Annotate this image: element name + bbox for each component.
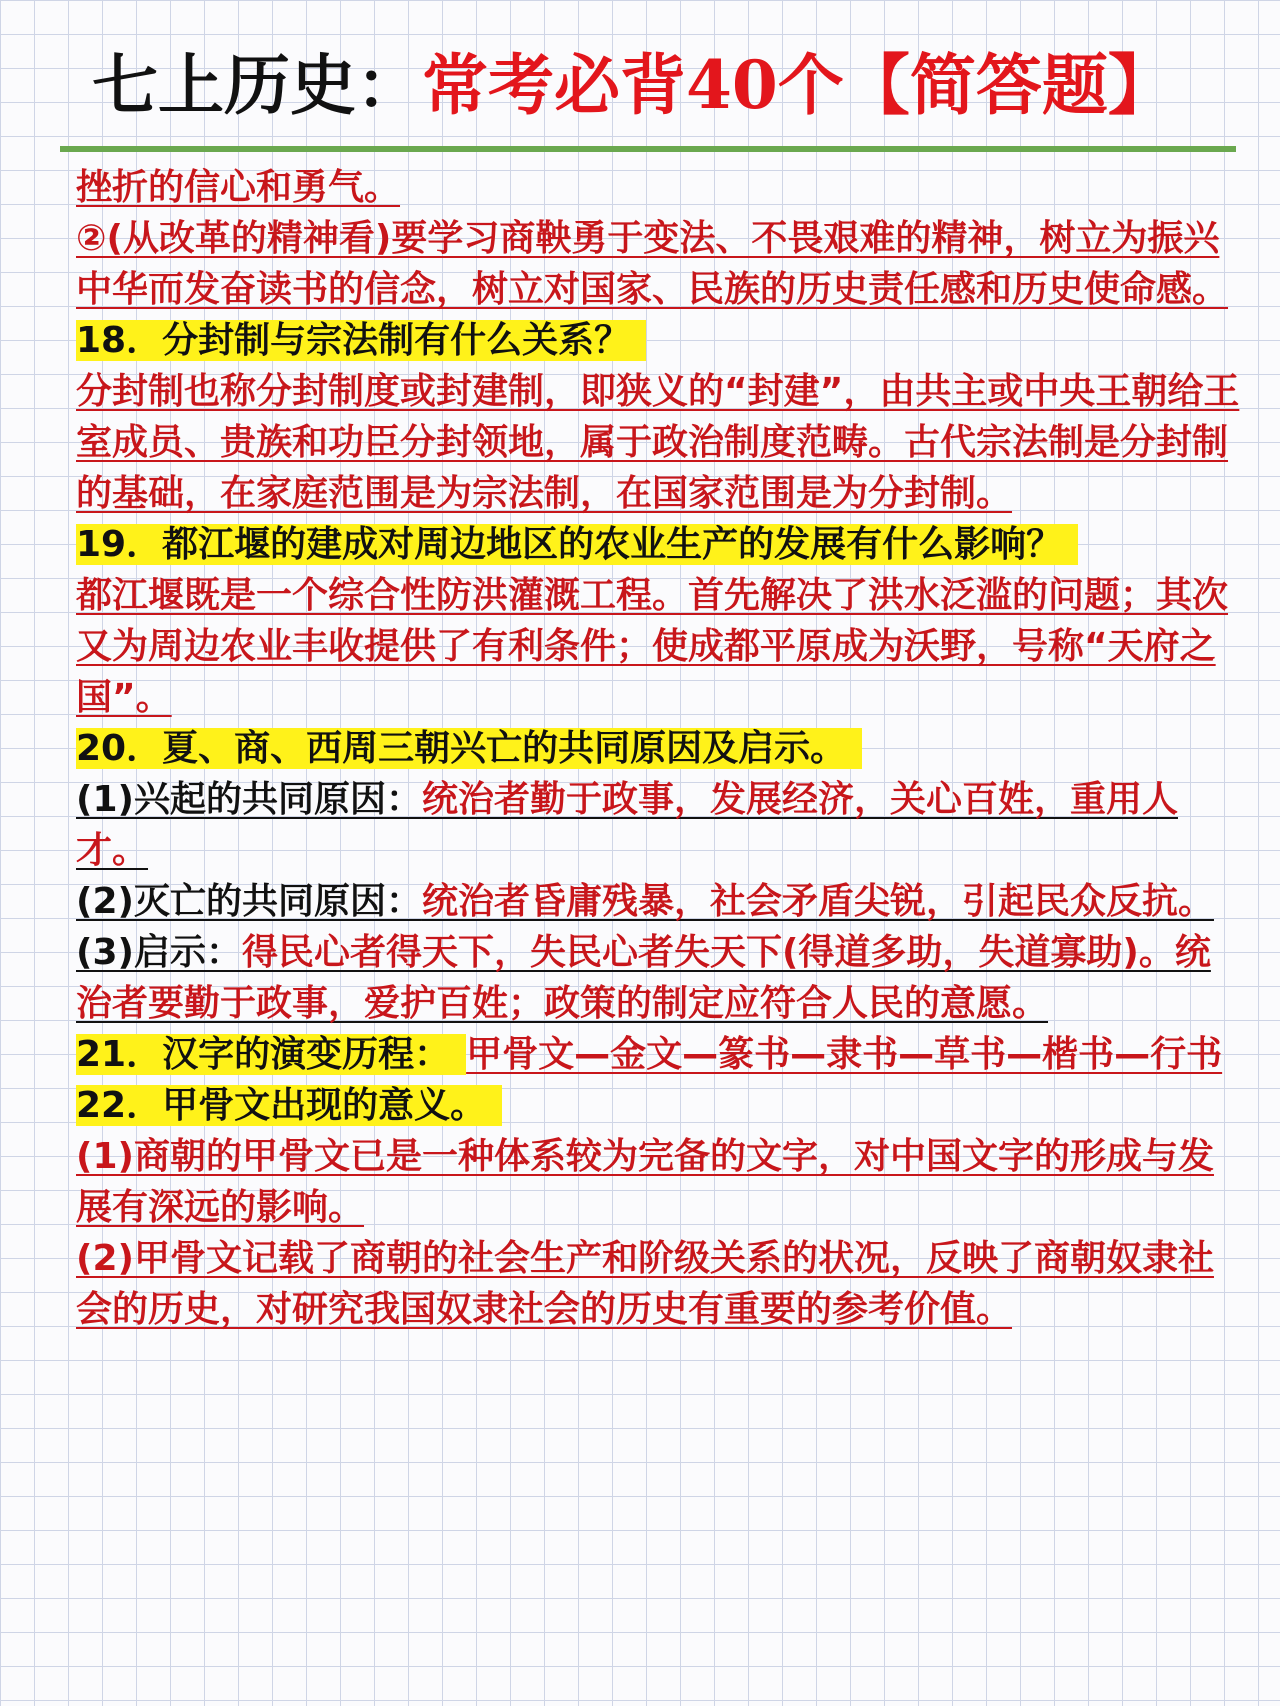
title-prefix: 七上历史： <box>92 46 422 124</box>
question-text: 20．夏、商、西周三朝兴亡的共同原因及启示。 <box>76 728 862 769</box>
notes-body <box>76 162 1246 1335</box>
subpoint-label: (3)启示： <box>76 932 242 973</box>
subpoint-label: (2)灭亡的共同原因： <box>76 881 422 922</box>
answer-text: (1)商朝的甲骨文已是一种体系较为完备的文字，对中国文字的形成与发展有深远的影响。 <box>76 1136 1214 1228</box>
answer-18 <box>76 366 1246 519</box>
subpoint-text: 统治者勤于政事，发展经济，关心百姓，重用人才。 <box>76 779 1178 871</box>
question-text: 19．都江堰的建成对周边地区的农业生产的发展有什么影响？ <box>76 524 1078 565</box>
title-divider <box>60 146 1236 152</box>
intro-line-2 <box>76 213 1246 315</box>
answer-subpoint <box>76 932 1211 1024</box>
subpoint-label: (1)兴起的共同原因： <box>76 779 422 820</box>
answer-text: 分封制也称分封制度或封建制，即狭义的“封建”，由共主或中央王朝给王室成员、贵族和功臣分封领地，属于政治制度范畴。古代宗法制是分封制的基础，在家庭范围是为宗法制，在国家范围是为分封制。 <box>76 371 1240 514</box>
answer-text: 都江堰既是一个综合性防洪灌溉工程。首先解决了洪水泛滥的问题；其次又为周边农业丰收提供了有利条件；使成都平原成为沃野，号称“天府之国”。 <box>76 575 1229 718</box>
answer-22-part-1 <box>76 1131 1246 1233</box>
answer-20-part-1 <box>76 774 1246 876</box>
answer-text: (2)甲骨文记载了商朝的社会生产和阶级关系的状况，反映了商朝奴隶社会的历史，对研究我国奴隶社会的历史有重要的参考价值。 <box>76 1238 1214 1330</box>
answer-subpoint <box>76 881 1214 922</box>
answer-subpoint <box>76 779 1178 871</box>
answer-text: 甲骨文—金文—篆书—隶书—草书—楷书—行书 <box>466 1034 1223 1075</box>
answer-20-part-3 <box>76 927 1246 1029</box>
answer-text: ②(从改革的精神看)要学习商鞅勇于变法、不畏艰难的精神，树立为振兴中华而发奋读书的信念，树立对国家、民族的历史责任感和历史使命感。 <box>76 218 1229 310</box>
answer-22-part-2 <box>76 1233 1246 1335</box>
intro-line-1 <box>76 162 1246 213</box>
answer-text: 挫折的信心和勇气。 <box>76 167 401 208</box>
question-text: 21．汉字的演变历程： <box>76 1034 466 1075</box>
subpoint-text: 统治者昏庸残暴，社会矛盾尖锐，引起民众反抗。 <box>421 881 1214 922</box>
answer-20-part-2 <box>76 876 1246 927</box>
question-22 <box>76 1080 1246 1131</box>
page-title <box>92 30 1174 140</box>
answer-19 <box>76 570 1246 723</box>
question-text: 18．分封制与宗法制有什么关系？ <box>76 320 646 361</box>
subpoint-text: 得民心者得天下，失民心者失天下(得道多助，失道寡助)。统治者要勤于政事，爱护百姓；政策的制定应符合人民的意愿。 <box>76 932 1211 1024</box>
question-20 <box>76 723 1246 774</box>
question-19 <box>76 519 1246 570</box>
question-21 <box>76 1029 1246 1080</box>
question-text: 22．甲骨文出现的意义。 <box>76 1085 502 1126</box>
question-18 <box>76 315 1246 366</box>
title-highlight: 常考必背40个【简答题】 <box>422 46 1174 124</box>
